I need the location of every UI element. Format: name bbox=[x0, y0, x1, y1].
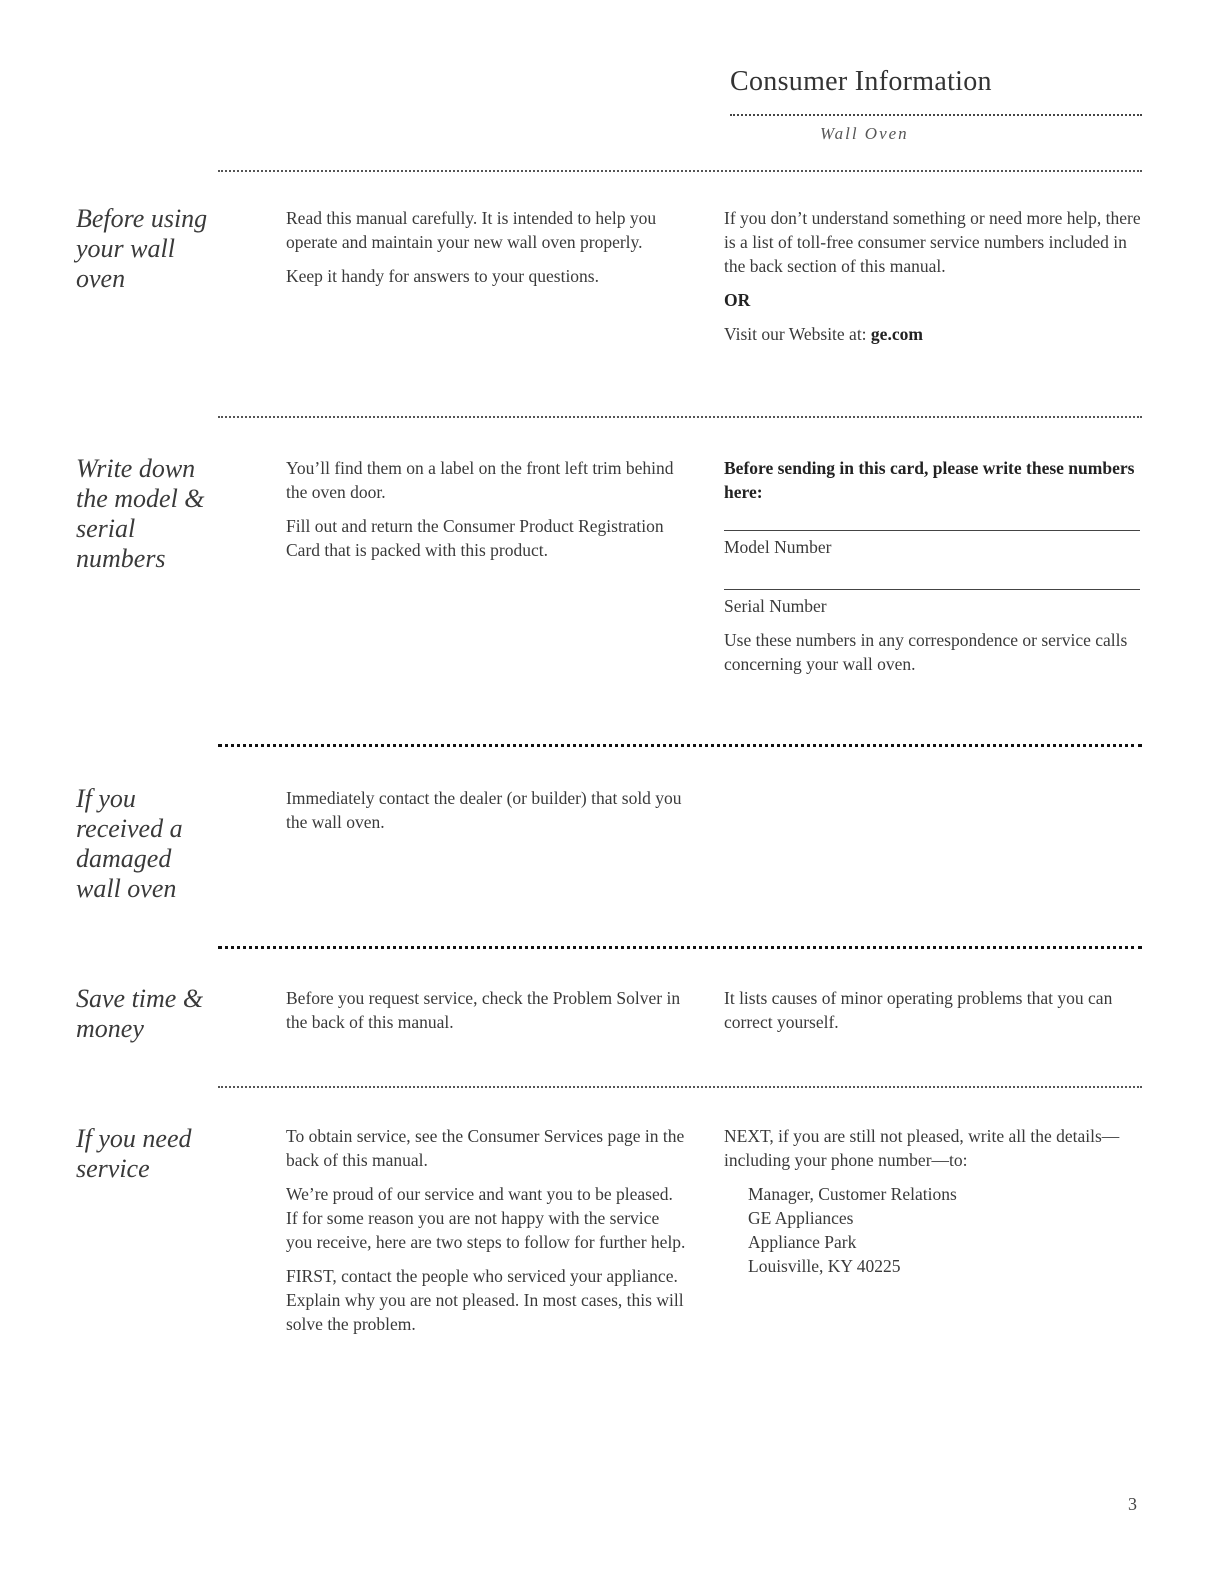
title-divider bbox=[730, 114, 1142, 116]
write-col2 bbox=[724, 456, 1144, 686]
paragraph: It lists causes of minor operating problems that you can correct yourself. bbox=[724, 988, 1113, 1032]
paragraph: If you don’t understand something or need more help, there is a list of toll-free consumer service numbers included in the back section of this manual. bbox=[724, 208, 1141, 276]
serial-number-field[interactable] bbox=[724, 589, 1140, 590]
serial-number-label: Serial Number bbox=[724, 596, 827, 616]
write-col1 bbox=[286, 456, 686, 572]
address-line: Louisville, KY 40225 bbox=[748, 1256, 901, 1276]
section-divider bbox=[218, 416, 1142, 418]
paragraph: Immediately contact the dealer (or builder) that sold you the wall oven. bbox=[286, 788, 682, 832]
section-divider bbox=[218, 170, 1142, 172]
page-title: Consumer Information bbox=[730, 66, 992, 97]
service-col1 bbox=[286, 1124, 686, 1346]
website-line bbox=[724, 322, 1144, 346]
address-line: Manager, Customer Relations bbox=[748, 1184, 957, 1204]
model-number-label: Model Number bbox=[724, 537, 832, 557]
or-label: OR bbox=[724, 290, 751, 310]
section-divider bbox=[218, 744, 1142, 747]
before-col2 bbox=[724, 206, 1144, 356]
paragraph: Read this manual carefully. It is intended to help you operate and maintain your new wall oven properly. bbox=[286, 208, 657, 252]
instruction-text: Before sending in this card, please write these numbers here: bbox=[724, 458, 1135, 502]
paragraph: Before you request service, check the Problem Solver in the back of this manual. bbox=[286, 988, 681, 1032]
section-heading-before: Before using your wall oven bbox=[76, 204, 208, 293]
before-col1 bbox=[286, 206, 686, 298]
damaged-col1 bbox=[286, 786, 686, 844]
model-number-field[interactable] bbox=[724, 530, 1140, 531]
page-subtitle: Wall Oven bbox=[820, 124, 909, 143]
save-col2 bbox=[724, 986, 1144, 1044]
mailing-address bbox=[724, 1182, 1144, 1278]
paragraph: You’ll find them on a label on the front left trim behind the oven door. bbox=[286, 458, 674, 502]
paragraph: Use these numbers in any correspondence or service calls concerning your wall oven. bbox=[724, 630, 1128, 674]
section-divider bbox=[218, 946, 1142, 949]
section-heading-save: Save time & money bbox=[76, 984, 204, 1043]
service-col2 bbox=[724, 1124, 1144, 1278]
section-divider bbox=[218, 1086, 1142, 1088]
paragraph: We’re proud of our service and want you to be pleased. If for some reason you are not happy with the service you receive, here are two steps to follow for further help. bbox=[286, 1184, 686, 1252]
visit-text: Visit our Website at: bbox=[724, 324, 867, 344]
address-line: Appliance Park bbox=[748, 1232, 857, 1252]
paragraph: NEXT, if you are still not pleased, write all the details—including your phone number—to: bbox=[724, 1126, 1120, 1170]
section-heading-damaged: If you received a damaged wall oven bbox=[76, 784, 183, 903]
save-col1 bbox=[286, 986, 686, 1044]
page-number: 3 bbox=[1128, 1494, 1137, 1514]
website-link[interactable]: ge.com bbox=[870, 324, 923, 344]
section-heading-write: Write down the model & serial numbers bbox=[76, 454, 205, 573]
section-heading-service: If you need service bbox=[76, 1124, 192, 1183]
address-line: GE Appliances bbox=[748, 1208, 854, 1228]
paragraph: Fill out and return the Consumer Product Registration Card that is packed with this product. bbox=[286, 516, 664, 560]
paragraph: FIRST, contact the people who serviced your appliance. Explain why you are not pleased. In most cases, this will solve the problem. bbox=[286, 1266, 684, 1334]
paragraph: Keep it handy for answers to your questions. bbox=[286, 266, 599, 286]
paragraph: To obtain service, see the Consumer Services page in the back of this manual. bbox=[286, 1126, 685, 1170]
